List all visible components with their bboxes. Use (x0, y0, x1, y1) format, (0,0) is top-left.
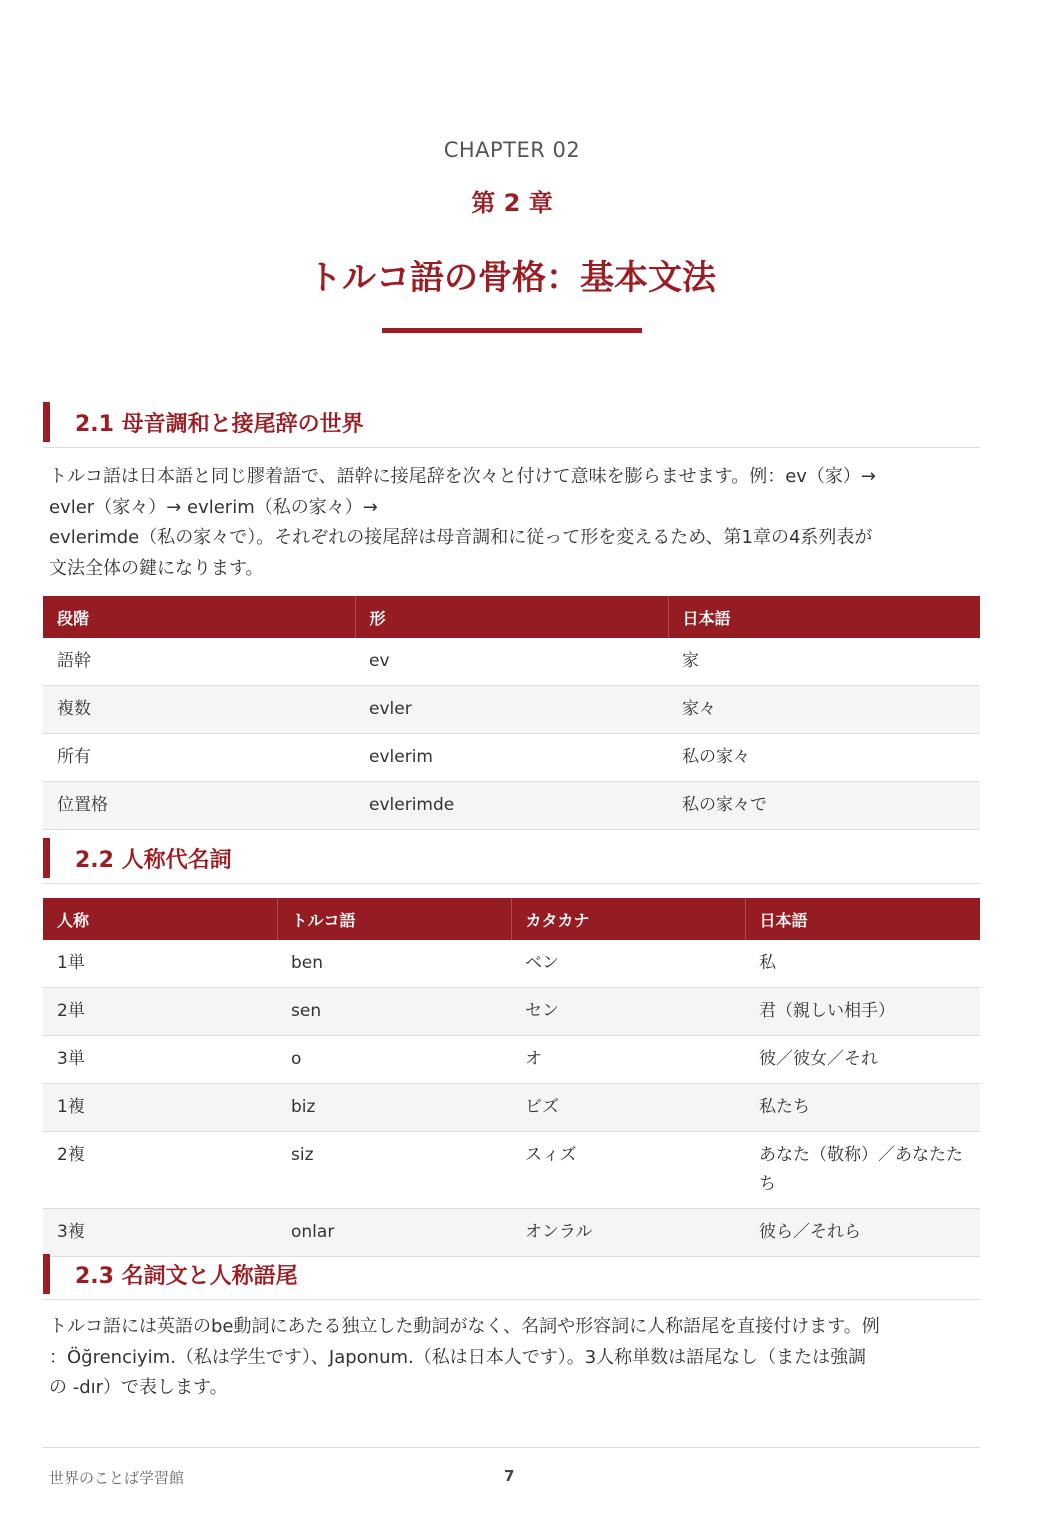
chapter-label: CHAPTER 02 (443, 138, 581, 162)
table-row (43, 1209, 980, 1257)
table-cell: 私 (745, 940, 980, 988)
section-2-3-paragraph (49, 1312, 969, 1404)
column-header: 日本語 (668, 596, 980, 638)
column-header: 人称 (43, 898, 277, 940)
table-cell: 語幹 (43, 638, 355, 686)
table-cell: 所有 (43, 734, 355, 782)
column-header: 段階 (43, 596, 355, 638)
section-title: 2.3 名詞文と人称語尾 (75, 1264, 298, 1289)
table-cell: siz (277, 1132, 511, 1209)
table-row (43, 940, 980, 988)
table-cell: 2複 (43, 1132, 277, 1209)
table-row (43, 1036, 980, 1084)
table-cell: オ (511, 1036, 745, 1084)
column-header: 日本語 (745, 898, 980, 940)
table-cell: evler (355, 686, 668, 734)
paragraph-line: トルコ語は日本語と同じ膠着語で、語幹に接尾辞を次々と付けて意味を膨らませます。例：ev（家）→ (49, 466, 877, 487)
paragraph-line: evler（家々）→ evlerim（私の家々）→ (49, 496, 378, 518)
table-row (43, 988, 980, 1036)
table-cell: sen (277, 988, 511, 1036)
table-cell: 1複 (43, 1084, 277, 1132)
table-cell: 彼／彼女／それ (745, 1036, 980, 1084)
paragraph-line: evlerimde（私の家々で）。それぞれの接尾辞は母音調和に従って形を変えるため、第1章の4系列表が (49, 527, 873, 548)
chapter-number: 第 2 章 (471, 189, 553, 217)
paragraph-line: トルコ語には英語のbe動詞にあたる独立した動詞がなく、名詞や形容詞に人称語尾を直接付けます。例 (49, 1316, 880, 1337)
pronoun-table (43, 898, 980, 1257)
table-header-row (43, 898, 980, 940)
table-row (43, 1084, 980, 1132)
table-cell: 3単 (43, 1036, 277, 1084)
table-cell: o (277, 1036, 511, 1084)
table-cell: 位置格 (43, 782, 355, 830)
section-2-1-paragraph (49, 462, 969, 584)
table-row (43, 686, 980, 734)
paragraph-line: の -dır）で表します。 (49, 1377, 228, 1398)
table-cell: 複数 (43, 686, 355, 734)
page-number: 7 (504, 1467, 515, 1485)
section-heading-2-1 (43, 402, 980, 448)
footer-divider (43, 1447, 980, 1448)
chapter-title: トルコ語の骨格：基本文法 (308, 258, 716, 298)
column-header: 形 (355, 596, 668, 638)
table-cell: 2単 (43, 988, 277, 1036)
table-cell: 家 (668, 638, 980, 686)
table-cell: ben (277, 940, 511, 988)
table-cell: オンラル (511, 1209, 745, 1257)
paragraph-line: ：Öğrenciyim.（私は学生です）、Japonum.（私は日本人です）。3人称単数は語尾なし（または強調 (49, 1346, 867, 1368)
table-cell: 君（親しい相手） (745, 988, 980, 1036)
paragraph-line: 文法全体の鍵になります。 (49, 557, 264, 579)
table-cell: 彼ら／それら (745, 1209, 980, 1257)
section-heading-2-2 (43, 838, 980, 884)
table-row (43, 638, 980, 686)
table-cell: ビズ (511, 1084, 745, 1132)
title-divider (382, 328, 642, 333)
table-cell: 1単 (43, 940, 277, 988)
table-cell: あなた（敬称）／あなたたち (745, 1132, 980, 1209)
table-cell: 3複 (43, 1209, 277, 1257)
section-title: 2.2 人称代名詞 (75, 848, 232, 873)
table-cell: スィズ (511, 1132, 745, 1209)
table-cell: 私の家々 (668, 734, 980, 782)
table-row (43, 1132, 980, 1209)
table-cell: 私の家々で (668, 782, 980, 830)
section-title: 2.1 母音調和と接尾辞の世界 (75, 412, 364, 437)
table-cell: 私たち (745, 1084, 980, 1132)
table-cell: ベン (511, 940, 745, 988)
table-row (43, 734, 980, 782)
section-heading-2-3 (43, 1254, 980, 1300)
table-cell: biz (277, 1084, 511, 1132)
table-cell: evlerimde (355, 782, 668, 830)
table-cell: セン (511, 988, 745, 1036)
table-cell: evlerim (355, 734, 668, 782)
column-header: トルコ語 (277, 898, 511, 940)
heading-accent-bar (43, 1254, 50, 1294)
footer-publisher: 世界のことば学習館 (49, 1469, 185, 1487)
table-cell: 家々 (668, 686, 980, 734)
table-header-row (43, 596, 980, 638)
table-row (43, 782, 980, 830)
table-cell: onlar (277, 1209, 511, 1257)
table-cell: ev (355, 638, 668, 686)
heading-accent-bar (43, 402, 50, 442)
column-header: カタカナ (511, 898, 745, 940)
suffix-table (43, 596, 980, 830)
heading-accent-bar (43, 838, 50, 878)
